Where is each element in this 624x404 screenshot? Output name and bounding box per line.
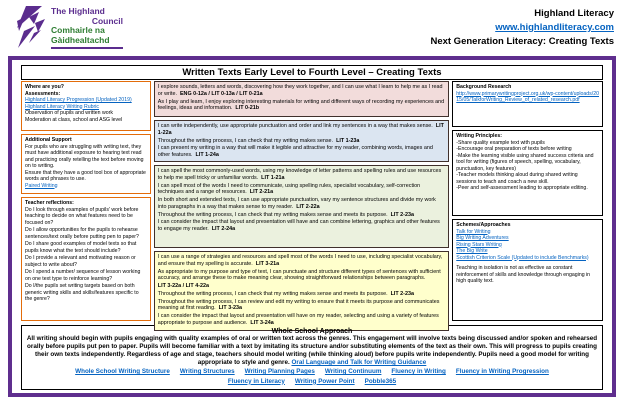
principle-item: -Share quality example text with pupils xyxy=(456,139,545,146)
additional-support-para-1: For pupils who are struggling with writing text, they must have additional exposure to hearing text read and practicing orally retelling the text before moving on to writing. xyxy=(25,143,144,169)
teacher-reflections-heading: Teacher reflections: xyxy=(25,200,74,206)
curriculum-column xyxy=(154,81,449,326)
reflection-question: Do I share good examples of model texts so that pupils know what the text should include? xyxy=(25,241,137,254)
cfe-code: LIT 2-21a xyxy=(249,189,274,196)
statement-text: I can present my writing in a way that will make it legible and attractive for my reader, combining words, images and other features. xyxy=(157,145,433,158)
cfe-code: LIT 3-24a xyxy=(250,319,274,326)
logo-line-2: Council xyxy=(91,15,123,26)
whole-school-approach-heading: Whole School Approach xyxy=(271,328,353,335)
reflection-question: Do I spend a number/ sequence of lesson working on one text type to reinforce learning? xyxy=(25,269,141,282)
cfe-code: LIT 3-22a / LIT 4-22a xyxy=(157,283,210,289)
statement-text: I can consider the impact that layout and presentation will have and can combine lettering, graphics and other features to engage my reader. xyxy=(157,219,440,232)
background-research-cell xyxy=(452,81,603,127)
curriculum-statement xyxy=(158,313,445,327)
highland-council-logo xyxy=(12,5,123,56)
writing-principles-heading: Writing Principles: xyxy=(456,133,502,139)
statement-text: As appropriate to my purpose and type of text, I can punctuate and structure different types of sentences with sufficient accuracy, and arrange these to make meaning clear, showing straightforward relationships between paragraphs. xyxy=(157,268,441,282)
page-subtitle: Next Generation Literacy: Creating Texts xyxy=(430,35,614,47)
cfe-code: LIT 3-23a xyxy=(218,305,242,312)
additional-support-heading: Additional Support xyxy=(25,137,72,143)
statement-text: Throughout the writing process, I can check that my writing makes sense and meets its purpose. xyxy=(157,290,388,297)
statement-text: Throughout the writing process, I can review and edit my writing to ensure that it meets its purpose and communicates meaning at first reading. xyxy=(157,298,440,312)
statement-text: I can spell the most commonly-used words, using my knowledge of letter patterns and spelling rules and use resources to help me spell tricky or unfamiliar words. xyxy=(157,168,442,181)
curriculum-statement xyxy=(158,84,445,98)
curriculum-statement xyxy=(158,123,445,137)
curriculum-statement xyxy=(158,212,445,219)
statement-text: I can write independently, use appropriate punctuation and order and link my sentences in a way that makes sense. xyxy=(157,123,433,129)
second-level-block xyxy=(154,165,449,248)
talk-for-writing-link[interactable]: Talk for Writing xyxy=(456,228,491,235)
logo-underline xyxy=(51,47,123,49)
curriculum-statement xyxy=(158,219,445,233)
paired-writing-link[interactable]: Paired Writing xyxy=(25,182,58,189)
whole-school-approach-section xyxy=(21,325,603,390)
assessments-cell xyxy=(21,81,151,131)
writing-links-row-2 xyxy=(26,377,598,386)
statement-text: I can spell most of the words I need to communicate, using spelling rules, specialist vocabulary, self-correction techniques and a range of resources. xyxy=(157,182,421,196)
curriculum-statement xyxy=(158,269,445,283)
research-pdf-link[interactable]: http://www.primarywritingproject.org.uk/wp-content/uploads/2015/05/TalkforWriting_Review_of_related_research.pdf xyxy=(456,90,599,103)
writing-structures-link[interactable]: Writing Structures xyxy=(179,368,235,376)
additional-support-cell xyxy=(21,134,151,194)
approach-text: All writing should begin with pupils engaging with quality examples of oral or written text across the genres. This engagement will involve texts being discussed and/or spoken and rehearsed orally before pupils put pen to paper. Pupils will become familiar with a text by imitating its structure and/or substituting elements of the text as their own. This will progress to pupils creating their own texts independently. Regardless of age and stage, teachers should model writing (while thinking aloud) before pupils write independently. Pupils need a good model for writing appropriate to style and genre. xyxy=(26,335,598,367)
curriculum-statement xyxy=(158,168,445,182)
reflection-question: Do I allow opportunities for the pupils to rehearse sentences/text orally before putting pen to paper? xyxy=(25,227,139,240)
curriculum-statement xyxy=(158,197,445,211)
where-are-you-heading: Where are you? xyxy=(25,84,64,90)
schemes-approaches-cell xyxy=(452,219,603,321)
additional-support-para-2: Ensure that they have a good tool box of appropriate words and phrases to use. xyxy=(25,169,146,182)
logo-text xyxy=(51,5,123,56)
curriculum-statement xyxy=(158,283,445,290)
curriculum-statement xyxy=(158,138,445,145)
cfe-code: LIT 1-24a xyxy=(195,152,219,158)
whole-school-approach-paragraph xyxy=(26,335,598,367)
logo-line-1: The Highland xyxy=(51,6,105,16)
teaching-isolation-note: Teaching in isolation is not as effective as constant reinforcement of skills and knowledge through engaging in high quality text. xyxy=(456,265,591,284)
first-level-block xyxy=(154,120,449,162)
statement-text: Throughout the writing process, I can check that my writing makes sense. xyxy=(157,137,334,144)
highland-council-logo-icon xyxy=(12,5,46,49)
principle-item: -Teacher models thinking aloud during shared writing sessions to teach and coach a new skill. xyxy=(456,172,578,185)
left-column xyxy=(21,81,151,321)
curriculum-statement xyxy=(158,145,445,159)
assessments-line-1: Observation of pupils and written work xyxy=(25,110,113,116)
principle-item: -Peer and self-assessment leading to appropriate editing. xyxy=(456,185,588,191)
cfe-code: LIT 1-22a xyxy=(157,123,444,136)
cfe-code: ENG 0-12a / LIT 0-13a / LIT 0-21a xyxy=(179,90,263,97)
logo-line-3: Comhairle na xyxy=(51,25,105,36)
cfe-code: LIT 2-24a xyxy=(211,226,236,232)
statement-text: In both short and extended texts, I can use appropriate punctuation, vary my sentence structures and divide my work into paragraphs in a way that makes sense to my reader. xyxy=(157,197,436,210)
page-header xyxy=(0,0,624,56)
writing-principles-cell xyxy=(452,130,603,216)
oral-language-guidance-link[interactable]: Oral Language and Talk for Writing Guidance xyxy=(291,359,427,367)
reflection-question: Do I look through examples of pupils' work before teaching to decide on what features need to be focused on? xyxy=(25,206,139,226)
curriculum-statement xyxy=(158,299,445,313)
big-writing-adventures-link[interactable]: Big Writing Adventures xyxy=(456,235,509,241)
reflection-question: Do I provide a relevant and motivating reason or subject to write about? xyxy=(25,255,136,268)
right-column xyxy=(452,81,603,321)
cfe-code: LIT 2-22a xyxy=(296,203,320,210)
site-title: Highland Literacy xyxy=(534,8,614,19)
curriculum-statement xyxy=(158,254,445,268)
document-frame xyxy=(8,56,616,397)
writing-links-row-1 xyxy=(26,367,598,376)
teacher-reflections-cell xyxy=(21,197,151,321)
cfe-code: LIT 3-21a xyxy=(255,260,280,267)
website-link[interactable]: www.highlandliteracy.com xyxy=(495,21,614,33)
fluency-in-writing-progression-link[interactable]: Fluency in Writing Progression xyxy=(455,368,549,376)
third-fourth-level-block xyxy=(154,251,449,331)
scottish-criterion-scale-link[interactable]: Scottish Criterion Scale (Updated to include Benchmarks) xyxy=(456,254,589,261)
header-title-block xyxy=(430,5,614,56)
cfe-code: LIT 1-23a xyxy=(336,137,360,144)
cfe-code: LIT 2-23a xyxy=(390,290,414,297)
logo-line-4: Gàidhealtachd xyxy=(51,34,110,45)
statement-text: Throughout the writing process, I can check that my writing makes sense and meets its purpose. xyxy=(157,211,388,218)
statement-text: I can consider the impact that layout and presentation will have on my reader, selecting and using a variety of features appropriate to purpose and audience. xyxy=(157,313,439,326)
curriculum-statement xyxy=(158,291,445,298)
writing-planning-pages-link[interactable]: Writing Planning Pages xyxy=(244,368,315,376)
cfe-code: LIT 1-21a xyxy=(261,174,285,181)
cfe-code: LIT 2-23a xyxy=(390,211,414,218)
rising-stars-writing-link[interactable]: Rising Stars Writing xyxy=(456,241,502,248)
pobble365-link[interactable]: Pobble365 xyxy=(364,377,397,385)
early-level-block xyxy=(154,81,449,117)
reflection-question: Do I/the pupils set writing targets based on both generic writing skills and skills/features specific to the genre? xyxy=(25,283,139,302)
statement-text: I can use a range of strategies and resources and spell most of the words I need to use, including specialist vocabulary, and ensure that my spelling is accurate. xyxy=(157,254,443,267)
cfe-code: LIT 0-21b xyxy=(235,105,260,112)
fluency-in-writing-link[interactable]: Fluency in Writing xyxy=(391,368,446,376)
literacy-progression-link[interactable]: Highland Literacy Progression (Updated 2019) xyxy=(25,97,132,103)
fluency-in-literacy-link[interactable]: Fluency in Literacy xyxy=(227,377,285,385)
assessments-line-2: Moderation at class, school and ASG level xyxy=(25,116,123,123)
whole-school-writing-structure-link[interactable]: Whole School Writing Structure xyxy=(75,368,170,376)
writing-rubric-link[interactable]: Highland Literacy Writing Rubric xyxy=(25,103,100,110)
writing-power-point-link[interactable]: Writing Power Point xyxy=(294,377,355,385)
the-big-write-link[interactable]: The Big Write xyxy=(456,248,488,254)
table-body xyxy=(21,81,603,326)
principle-item: -Make the learning visible using shared success criteria and tool for writing (figures of speech, spelling, vocabulary, punctuation, key features) xyxy=(456,152,594,172)
statement-text: I explore sounds, letters and words, discovering how they work together, and I can use what I learn to help me as I read or write. xyxy=(157,84,443,97)
curriculum-statement xyxy=(158,183,445,197)
curriculum-statement xyxy=(158,99,445,113)
writing-continuum-link[interactable]: Writing Continuum xyxy=(324,368,382,376)
principle-item: -Encourage oral preparation of texts before writing xyxy=(456,146,572,152)
schemes-approaches-heading: Schemes/Approaches xyxy=(456,222,511,228)
table-title: Written Texts Early Level to Fourth Level – Creating Texts xyxy=(21,65,603,80)
statement-text: As I play and learn, I enjoy exploring interesting materials for writing and different ways of recording my experiences and feelings, ideas and information. xyxy=(157,98,445,112)
assessments-heading: Assessments: xyxy=(25,90,61,97)
background-research-heading: Background Research xyxy=(456,84,512,90)
